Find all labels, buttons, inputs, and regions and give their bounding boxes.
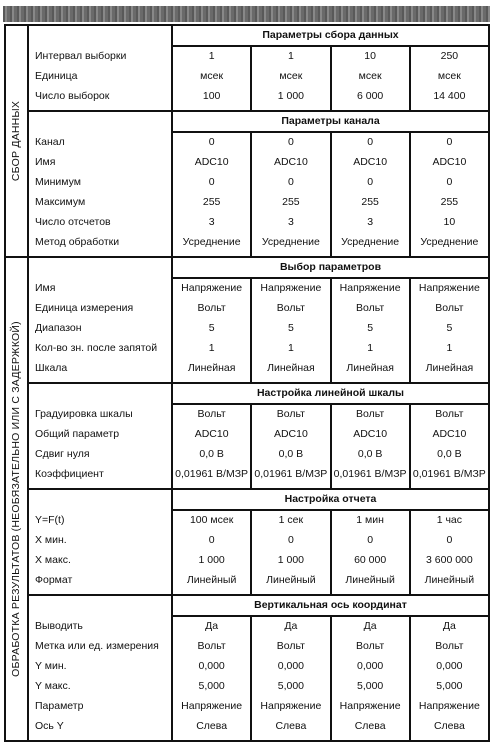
- row-label: Ось Y: [28, 717, 172, 741]
- row-value-col3: мсек: [331, 67, 410, 87]
- row-value-col4: Да: [410, 616, 489, 637]
- row-value-col2: 5,000: [251, 677, 330, 697]
- row-value-col1: 0: [172, 531, 251, 551]
- row-label: Формат: [28, 571, 172, 595]
- side-label-processing: ОБРАБОТКА РЕЗУЛЬТАТОВ (НЕОБЯЗАТЕЛЬНО ИЛИ С ЗАДЕРЖКОЙ): [9, 321, 22, 677]
- row-value-col4: Линейная: [410, 359, 489, 383]
- section-header-row: [5, 489, 489, 510]
- row-value-col1: 1: [172, 46, 251, 67]
- row-value-col1: Линейный: [172, 571, 251, 595]
- row-value-col3: 60 000: [331, 551, 410, 571]
- section-header-spacer: [28, 25, 172, 46]
- row-label: Кол-во зн. после запятой: [28, 339, 172, 359]
- row-value-col2: 1 000: [251, 87, 330, 111]
- table-row: [5, 717, 489, 741]
- row-label: Выводить: [28, 616, 172, 637]
- table-row: [5, 571, 489, 595]
- row-value-col4: 1: [410, 339, 489, 359]
- row-value-col1: Усреднение: [172, 233, 251, 257]
- row-value-col1: 0: [172, 173, 251, 193]
- row-value-col1: 1: [172, 339, 251, 359]
- row-value-col3: Вольт: [331, 404, 410, 425]
- row-value-col2: 0,000: [251, 657, 330, 677]
- table-row: [5, 132, 489, 153]
- row-value-col4: 255: [410, 193, 489, 213]
- side-label-cell: [5, 25, 28, 257]
- section-header-row: [5, 595, 489, 616]
- table-row: [5, 213, 489, 233]
- table-row: [5, 531, 489, 551]
- row-value-col3: 6 000: [331, 87, 410, 111]
- row-value-col4: 0: [410, 132, 489, 153]
- row-value-col2: 1: [251, 339, 330, 359]
- row-value-col2: Вольт: [251, 299, 330, 319]
- row-value-col1: Вольт: [172, 637, 251, 657]
- row-value-col2: ADC10: [251, 153, 330, 173]
- row-value-col1: Вольт: [172, 299, 251, 319]
- row-value-col3: Линейная: [331, 359, 410, 383]
- row-value-col2: 0,01961 В/МЗР: [251, 465, 330, 489]
- section-title: Настройка отчета: [172, 489, 489, 510]
- row-label: Общий параметр: [28, 425, 172, 445]
- row-value-col4: ADC10: [410, 425, 489, 445]
- section-header-row: [5, 25, 489, 46]
- table-row: [5, 404, 489, 425]
- row-value-col2: Линейная: [251, 359, 330, 383]
- row-label: Имя: [28, 278, 172, 299]
- section-header-spacer: [28, 111, 172, 132]
- row-value-col3: Усреднение: [331, 233, 410, 257]
- row-label: Канал: [28, 132, 172, 153]
- table-row: [5, 637, 489, 657]
- row-value-col3: Напряжение: [331, 278, 410, 299]
- table-row: [5, 551, 489, 571]
- section-title: Выбор параметров: [172, 257, 489, 278]
- row-value-col2: 3: [251, 213, 330, 233]
- row-value-col4: 10: [410, 213, 489, 233]
- section-header-row: [5, 383, 489, 404]
- section-header-spacer: [28, 489, 172, 510]
- table-row: [5, 233, 489, 257]
- table-row: [5, 153, 489, 173]
- row-value-col4: 1 час: [410, 510, 489, 531]
- row-value-col1: Вольт: [172, 404, 251, 425]
- row-label: X макс.: [28, 551, 172, 571]
- row-label: Y макс.: [28, 677, 172, 697]
- row-value-col4: 0,01961 В/МЗР: [410, 465, 489, 489]
- row-value-col4: 0,0 В: [410, 445, 489, 465]
- table-row: [5, 339, 489, 359]
- row-value-col3: 0: [331, 132, 410, 153]
- row-value-col3: 0: [331, 531, 410, 551]
- row-value-col1: 1 000: [172, 551, 251, 571]
- row-value-col1: 255: [172, 193, 251, 213]
- row-value-col3: 1: [331, 339, 410, 359]
- row-value-col2: 0: [251, 531, 330, 551]
- row-label: Параметр: [28, 697, 172, 717]
- row-value-col3: 5: [331, 319, 410, 339]
- row-value-col2: 0,0 В: [251, 445, 330, 465]
- section-title: Параметры сбора данных: [172, 25, 489, 46]
- row-label: Максимум: [28, 193, 172, 213]
- row-value-col4: 250: [410, 46, 489, 67]
- table-row: [5, 278, 489, 299]
- section-header-spacer: [28, 383, 172, 404]
- row-value-col2: 0: [251, 173, 330, 193]
- row-value-col2: Напряжение: [251, 697, 330, 717]
- row-value-col3: Линейный: [331, 571, 410, 595]
- table-row: [5, 697, 489, 717]
- section-title: Параметры канала: [172, 111, 489, 132]
- section-header-row: [5, 257, 489, 278]
- row-value-col4: 0,000: [410, 657, 489, 677]
- row-value-col2: 1: [251, 46, 330, 67]
- parameters-table: [4, 24, 490, 742]
- table-row: [5, 445, 489, 465]
- table-row: [5, 616, 489, 637]
- row-value-col1: Линейная: [172, 359, 251, 383]
- row-label: X мин.: [28, 531, 172, 551]
- row-value-col2: Напряжение: [251, 278, 330, 299]
- row-value-col3: 0,000: [331, 657, 410, 677]
- row-value-col4: Линейный: [410, 571, 489, 595]
- row-value-col3: 5,000: [331, 677, 410, 697]
- row-value-col3: ADC10: [331, 153, 410, 173]
- table-row: [5, 359, 489, 383]
- section-header-row: [5, 111, 489, 132]
- table-row: [5, 46, 489, 67]
- row-value-col1: Слева: [172, 717, 251, 741]
- row-value-col1: 5: [172, 319, 251, 339]
- section-title: Вертикальная ось координат: [172, 595, 489, 616]
- row-value-col3: Да: [331, 616, 410, 637]
- row-value-col2: Усреднение: [251, 233, 330, 257]
- row-value-col2: Вольт: [251, 637, 330, 657]
- row-value-col3: Напряжение: [331, 697, 410, 717]
- table-row: [5, 319, 489, 339]
- row-value-col4: Вольт: [410, 404, 489, 425]
- table-row: [5, 677, 489, 697]
- table-row: [5, 425, 489, 445]
- row-label: Коэффициент: [28, 465, 172, 489]
- table-row: [5, 193, 489, 213]
- row-label: Диапазон: [28, 319, 172, 339]
- row-value-col1: 100 мсек: [172, 510, 251, 531]
- row-value-col1: Да: [172, 616, 251, 637]
- row-label: Метка или ед. измерения: [28, 637, 172, 657]
- table-row: [5, 465, 489, 489]
- row-value-col4: мсек: [410, 67, 489, 87]
- table-row: [5, 299, 489, 319]
- row-value-col1: 0,01961 В/МЗР: [172, 465, 251, 489]
- row-value-col2: Слева: [251, 717, 330, 741]
- row-value-col3: 1 мин: [331, 510, 410, 531]
- row-value-col1: 0: [172, 132, 251, 153]
- row-label: Метод обработки: [28, 233, 172, 257]
- row-value-col3: 255: [331, 193, 410, 213]
- row-value-col4: Вольт: [410, 637, 489, 657]
- table-row: [5, 87, 489, 111]
- row-value-col1: 5,000: [172, 677, 251, 697]
- section-title: Настройка линейной шкалы: [172, 383, 489, 404]
- row-label: Минимум: [28, 173, 172, 193]
- row-value-col4: ADC10: [410, 153, 489, 173]
- row-value-col4: Вольт: [410, 299, 489, 319]
- row-value-col2: 5: [251, 319, 330, 339]
- table-row: [5, 510, 489, 531]
- row-value-col4: Усреднение: [410, 233, 489, 257]
- row-value-col2: мсек: [251, 67, 330, 87]
- row-value-col4: 5,000: [410, 677, 489, 697]
- row-value-col3: 10: [331, 46, 410, 67]
- side-label-cell: [5, 257, 28, 741]
- row-value-col3: 0: [331, 173, 410, 193]
- row-value-col1: 0,000: [172, 657, 251, 677]
- row-label: Интервал выборки: [28, 46, 172, 67]
- row-value-col3: 3: [331, 213, 410, 233]
- row-label: Число отсчетов: [28, 213, 172, 233]
- row-value-col3: 0,0 В: [331, 445, 410, 465]
- table-row: [5, 173, 489, 193]
- row-value-col1: ADC10: [172, 425, 251, 445]
- row-label: Единица измерения: [28, 299, 172, 319]
- row-label: Единица: [28, 67, 172, 87]
- row-value-col4: Напряжение: [410, 697, 489, 717]
- row-value-col4: 0: [410, 531, 489, 551]
- row-value-col1: 100: [172, 87, 251, 111]
- section-header-spacer: [28, 595, 172, 616]
- row-value-col3: Слева: [331, 717, 410, 741]
- row-value-col2: 255: [251, 193, 330, 213]
- row-label: Градуировка шкалы: [28, 404, 172, 425]
- row-value-col3: Вольт: [331, 637, 410, 657]
- row-value-col4: 5: [410, 319, 489, 339]
- row-value-col2: Линейный: [251, 571, 330, 595]
- row-value-col1: ADC10: [172, 153, 251, 173]
- table-row: [5, 657, 489, 677]
- row-value-col2: 1 000: [251, 551, 330, 571]
- row-value-col2: 1 сек: [251, 510, 330, 531]
- side-label-collection: СБОР ДАННЫХ: [9, 100, 22, 182]
- row-value-col3: ADC10: [331, 425, 410, 445]
- row-value-col2: ADC10: [251, 425, 330, 445]
- row-value-col1: 0,0 В: [172, 445, 251, 465]
- row-value-col3: Вольт: [331, 299, 410, 319]
- row-value-col1: Напряжение: [172, 697, 251, 717]
- row-label: Число выборок: [28, 87, 172, 111]
- row-value-col4: 3 600 000: [410, 551, 489, 571]
- row-value-col2: 0: [251, 132, 330, 153]
- row-value-col1: Напряжение: [172, 278, 251, 299]
- row-value-col4: Напряжение: [410, 278, 489, 299]
- row-label: Шкала: [28, 359, 172, 383]
- row-value-col1: 3: [172, 213, 251, 233]
- row-value-col1: мсек: [172, 67, 251, 87]
- row-label: Y=F(t): [28, 510, 172, 531]
- section-header-spacer: [28, 257, 172, 278]
- top-scan-band: [3, 6, 490, 22]
- row-label: Y мин.: [28, 657, 172, 677]
- row-label: Имя: [28, 153, 172, 173]
- row-value-col4: 0: [410, 173, 489, 193]
- row-label: Сдвиг нуля: [28, 445, 172, 465]
- table-row: [5, 67, 489, 87]
- row-value-col4: Слева: [410, 717, 489, 741]
- row-value-col4: 14 400: [410, 87, 489, 111]
- row-value-col2: Вольт: [251, 404, 330, 425]
- row-value-col3: 0,01961 В/МЗР: [331, 465, 410, 489]
- row-value-col2: Да: [251, 616, 330, 637]
